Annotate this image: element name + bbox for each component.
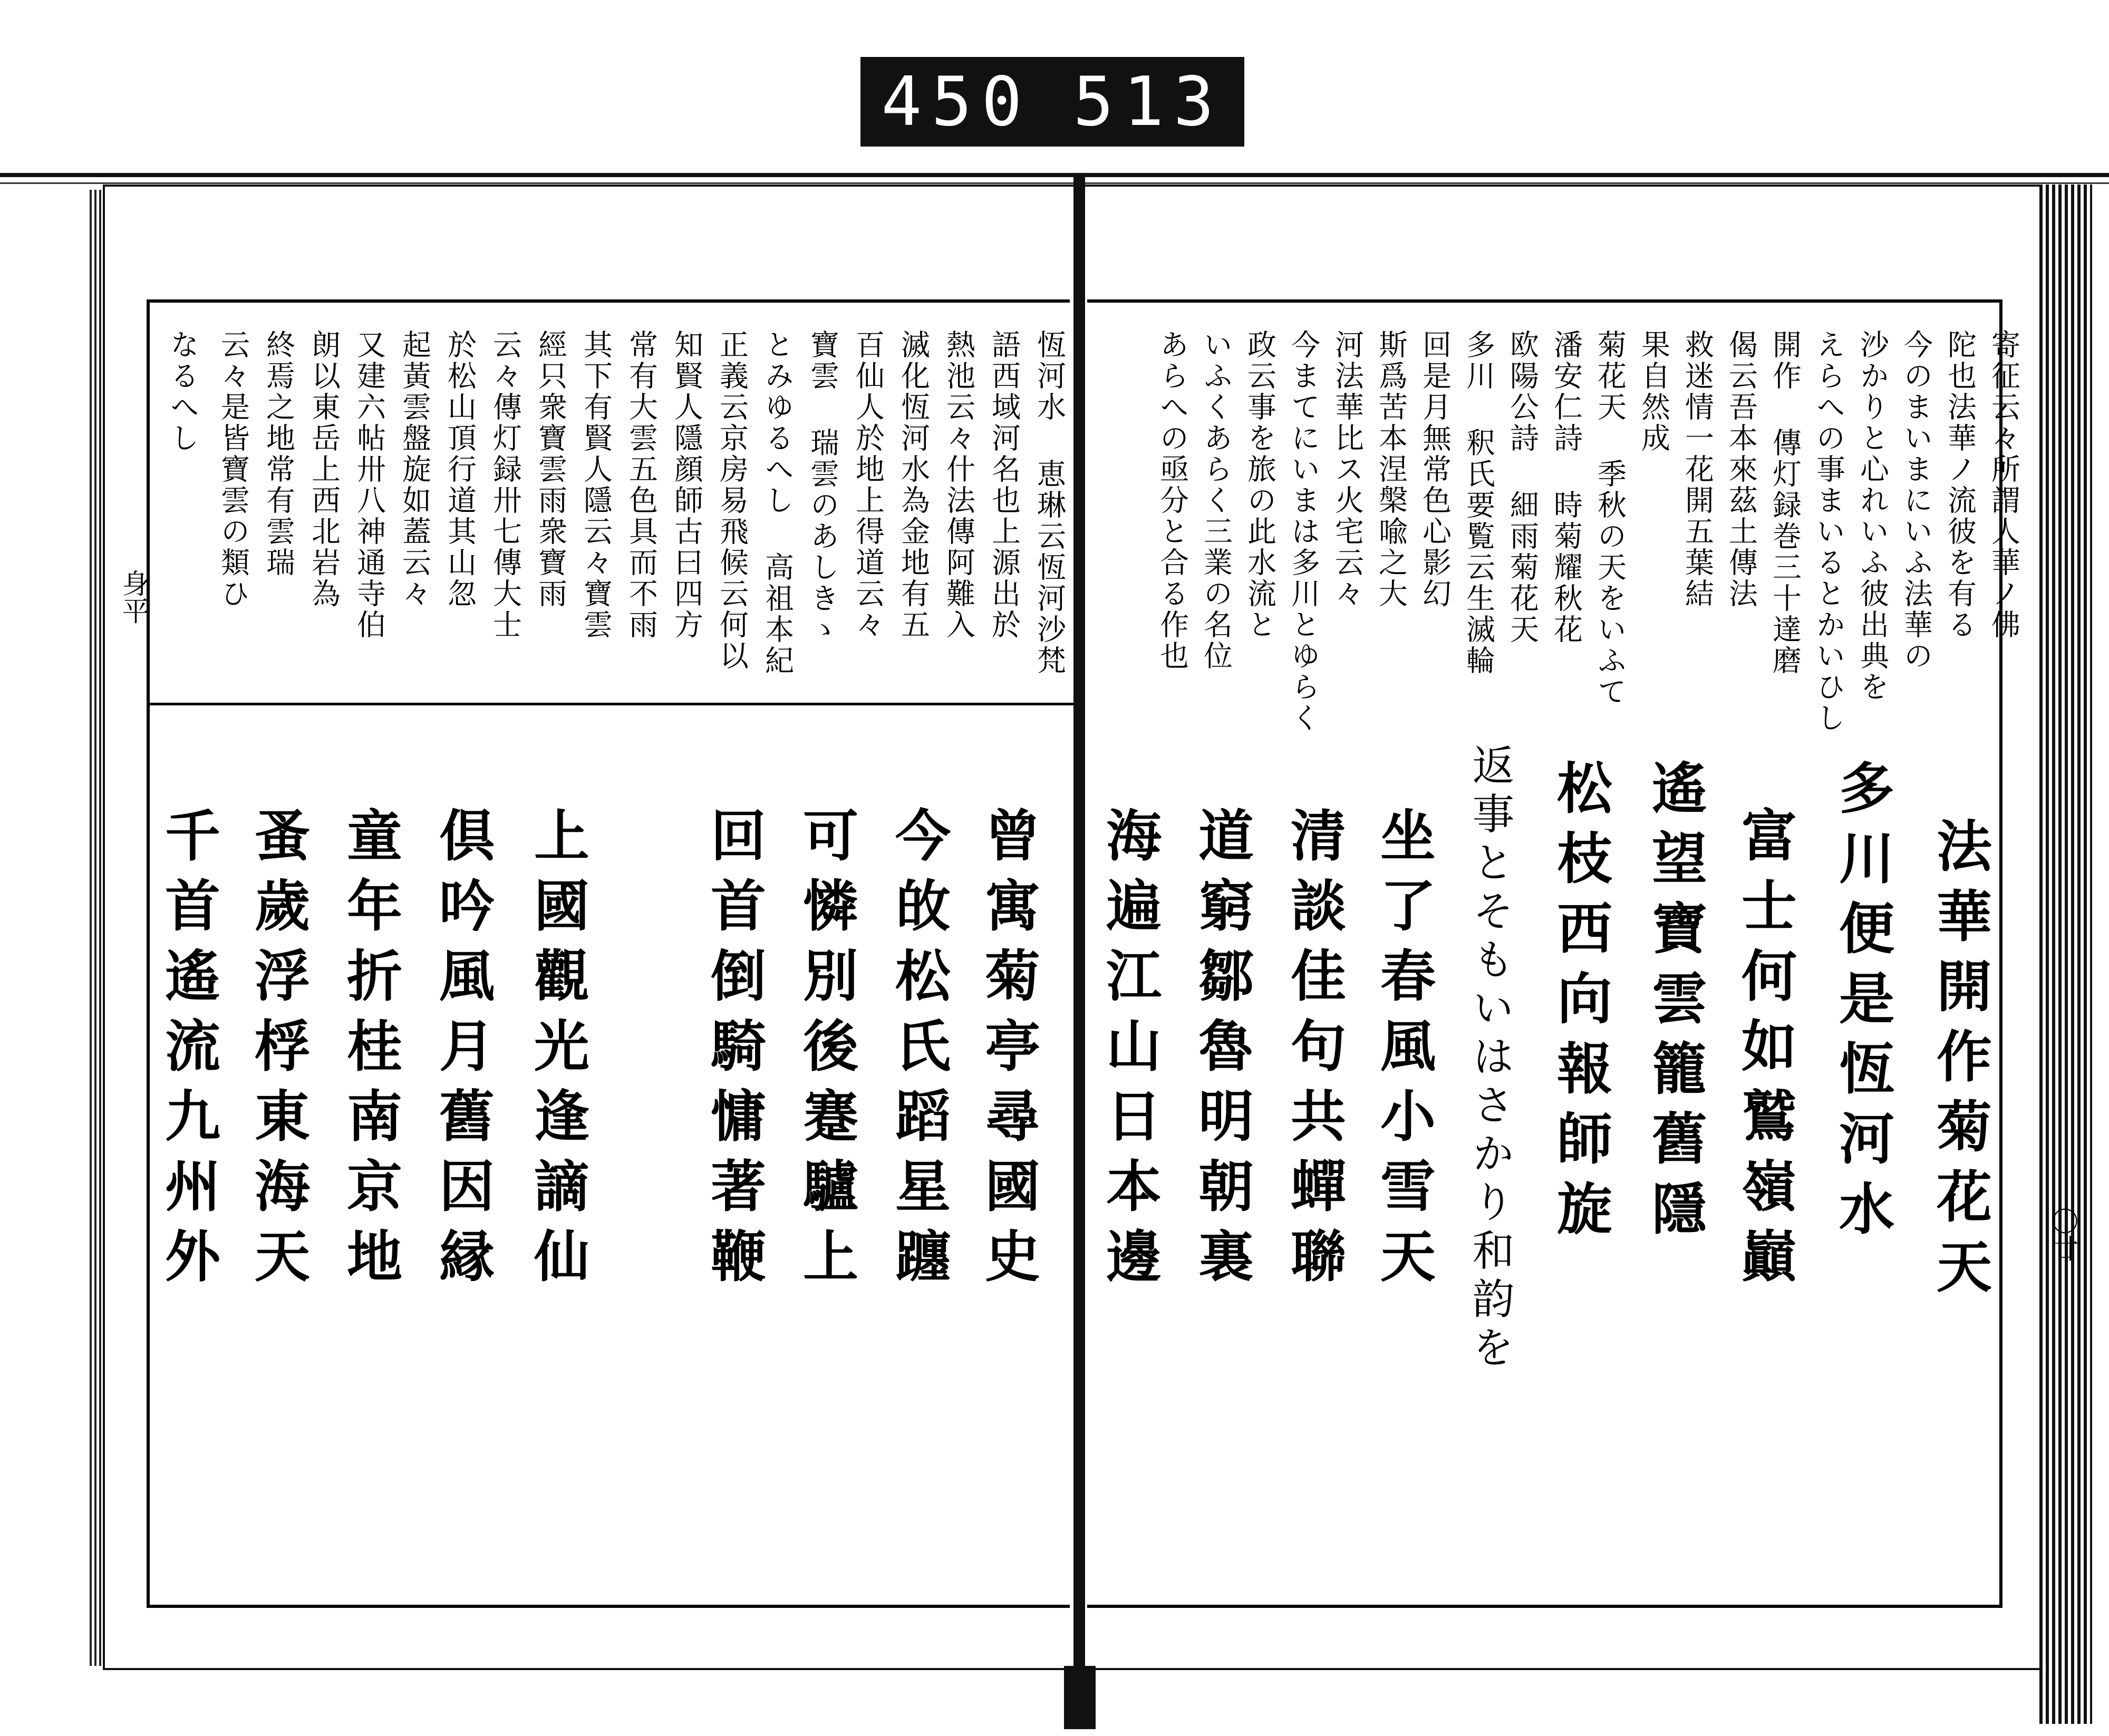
left-frame-divider xyxy=(147,703,1075,705)
right-commentary-line: 河法華比ス火宅云々 xyxy=(1330,329,1364,609)
left-poem-line: 可憐別後蹇驢上 xyxy=(794,807,859,1297)
right-poem-line: 遙望寶雲籠舊隱 xyxy=(1643,759,1708,1250)
left-commentary-line: とみゆるへし 高祖本紀 xyxy=(760,329,794,676)
left-commentary-line: 起黃雲盤旋如蓋云々 xyxy=(398,329,431,609)
left-commentary-line: 云々傳灯録卅七傳大士 xyxy=(488,329,522,641)
left-commentary-line: 寶雲 瑞雲のあしきゝ xyxy=(806,329,839,645)
right-commentary-line: 潘安仁詩 時菊耀秋花 xyxy=(1549,329,1583,645)
right-poem-line: 坐了春風小雪天 xyxy=(1371,807,1437,1297)
left-commentary-line: 語西域河名也上源出於 xyxy=(987,329,1021,641)
right-commentary-line: 政云事を旅の此水流と xyxy=(1243,329,1276,641)
right-poem-line: 法華開作菊花天 xyxy=(1928,817,1993,1308)
right-commentary-line: えらへの事まいるとかいひし xyxy=(1812,329,1845,734)
left-poem-line: 童年折桂南京地 xyxy=(338,807,403,1297)
right-commentary-line: 救迷情一花開五葉結 xyxy=(1680,329,1714,609)
left-commentary-line: 正義云京房易飛候云何以 xyxy=(715,329,749,672)
right-commentary-line: 今まてにいまは多川とゆらく xyxy=(1286,329,1320,734)
left-poem-line: 倶吟風月舊因縁 xyxy=(430,807,496,1297)
right-commentary-line: 果自然成 xyxy=(1637,329,1670,454)
right-poem-line: 富士何如鷲嶺巓 xyxy=(1733,807,1798,1297)
left-poem-line: 今敀松氏蹈星躔 xyxy=(886,807,952,1297)
right-page-edge xyxy=(2039,185,2092,1724)
right-poem-line: 道窮鄒魯明朝裏 xyxy=(1189,807,1255,1297)
left-commentary-line: 恆河水 恵琳云恆河沙梵 xyxy=(1032,329,1066,676)
margin-note-left: 身平 xyxy=(117,569,149,624)
left-commentary-line: 常有大雲五色具而不雨 xyxy=(624,329,658,641)
left-page-edge xyxy=(90,190,103,1666)
right-commentary-line: 多川 釈氏要覧云生滅輪 xyxy=(1462,329,1495,676)
left-commentary-line: 百仙人於地上得道云々 xyxy=(851,329,885,641)
left-poem-line: 千首遙流九州外 xyxy=(156,807,221,1297)
right-commentary-line: あらへの亟分と合る作也 xyxy=(1155,329,1189,672)
gutter-tab xyxy=(1064,1666,1096,1729)
left-commentary-line: 熱池云々什法傳阿難入 xyxy=(942,329,975,641)
binding-top-edge-shadow xyxy=(0,182,2109,184)
right-commentary-line: 斯爲苦本涅槃喩之大 xyxy=(1374,329,1408,609)
left-commentary-line: 於松山頂行道其山忽 xyxy=(443,329,477,609)
right-commentary-line: 回是月無常色心影幻 xyxy=(1418,329,1452,609)
right-commentary-line: 寄征云々所謂人華ノ佛 xyxy=(1987,329,2020,641)
left-poem-line: 上國觀光逢謫仙 xyxy=(525,807,591,1297)
right-commentary-line: 今のまいまにいふ法華の xyxy=(1899,329,1933,672)
right-commentary-line: いふくあらく三業の名位 xyxy=(1199,329,1233,672)
right-commentary-line: 菊花天 季秋の天をいふて xyxy=(1593,329,1627,707)
right-commentary-line: 開作 傳灯録巻三十達磨 xyxy=(1768,329,1802,676)
label-number-left: 450 xyxy=(881,62,1032,141)
left-commentary-line: 經只衆寶雲雨衆寶雨 xyxy=(534,329,567,609)
left-commentary-line: 滅化恆河水為金地有五 xyxy=(896,329,930,641)
left-commentary-line: 知賢人隱顔師古曰四方 xyxy=(670,329,703,641)
binding-top-edge xyxy=(0,173,2109,177)
left-commentary-line: 朗以東岳上西北岩為 xyxy=(307,329,341,609)
left-poem-line: 蚤歲浮桴東海天 xyxy=(246,807,311,1297)
left-poem-line: 曾寓菊亭尋國史 xyxy=(976,807,1041,1297)
right-commentary-line: 偈云吾本來茲土傳法 xyxy=(1724,329,1758,609)
right-poem-line: 多川便是恆河水 xyxy=(1830,759,1895,1250)
left-commentary-line: 云々是皆寶雲の類ひ xyxy=(216,329,250,609)
right-commentary-line: 陀也法華ノ流彼を有る xyxy=(1943,329,1977,641)
right-poem-line: 松枝西向報師旋 xyxy=(1548,759,1613,1250)
left-commentary-line: 終焉之地常有雲瑞 xyxy=(262,329,295,578)
right-commentary-line: 欧陽公詩 細雨菊花天 xyxy=(1505,329,1539,645)
left-commentary-line: なるへし xyxy=(166,329,199,454)
right-poem-line: 清談佳句共蟬聯 xyxy=(1282,807,1347,1297)
right-commentary-line: 沙かりと心れいふ彼出典を xyxy=(1855,329,1889,703)
book-gutter xyxy=(1073,174,1085,1703)
right-poem-line: 海遍江山日本邊 xyxy=(1097,807,1163,1297)
right-poem-note: 返事とそもいはさかり和韵を xyxy=(1465,743,1514,1374)
left-commentary-line: 其下有賢人隱云々寶雲 xyxy=(579,329,613,641)
left-poem-line: 回首倒騎慵著鞭 xyxy=(702,807,767,1297)
page-number-label xyxy=(860,57,1244,147)
label-number-right: 513 xyxy=(1073,62,1224,141)
margin-note-right: 〇廿 xyxy=(2046,1207,2078,1262)
left-commentary-line: 又建六帖卅八神通寺伯 xyxy=(352,329,386,641)
